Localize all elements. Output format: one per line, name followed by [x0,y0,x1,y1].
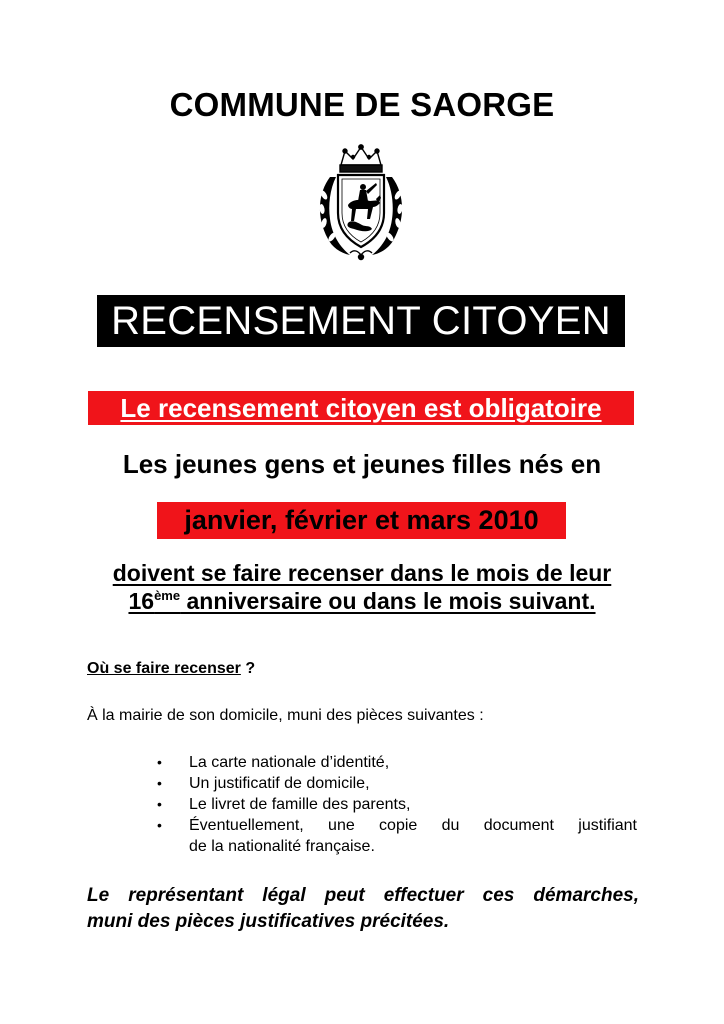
coat-of-arms-icon [310,143,412,261]
list-item: • Éventuellement, une copie du document justifiant de la nationalité française. [157,817,637,855]
jeunes-gens-line: Les jeunes gens et jeunes filles nés en [122,449,602,479]
list-item: • Un justificatif de domicile, [157,775,370,792]
bullet-icon: • [157,796,162,812]
where-question-mark: ? [240,660,256,677]
list-item: • Le livret de famille des parents, [157,796,411,813]
legal-line-2: muni des pièces justificatives précitées. [87,911,450,932]
deadline-text [0,559,724,615]
deadline-line-1: doivent se faire recenser dans le mois de leur [112,560,612,586]
legal-line-1: Le représentant légal peut effectuer ces démarches, [87,885,639,906]
legal-representative-note [87,883,639,935]
where-question [87,660,255,678]
deadline-ordinal-suffix: ème [154,588,181,603]
where-question-text: Où se faire recenser [87,660,241,677]
main-banner-title: RECENSEMENT CITOYEN [97,295,625,347]
obligatoire-notice: Le recensement citoyen est obligatoire [88,391,634,425]
bullet-icon: • [157,817,162,833]
deadline-line-2: anniversaire ou dans le mois suivant. [180,588,596,614]
commune-title: COMMUNE DE SAORGE [169,86,555,123]
mairie-instructions: À la mairie de son domicile, muni des pièces suivantes : [87,707,484,724]
bullet-icon: • [157,775,162,791]
list-item: • La carte nationale d’identité, [157,754,390,771]
required-documents-list [155,752,637,857]
birth-months-highlight: janvier, février et mars 2010 [157,502,566,539]
deadline-ordinal: 16 [128,588,155,614]
bullet-icon: • [157,754,162,770]
